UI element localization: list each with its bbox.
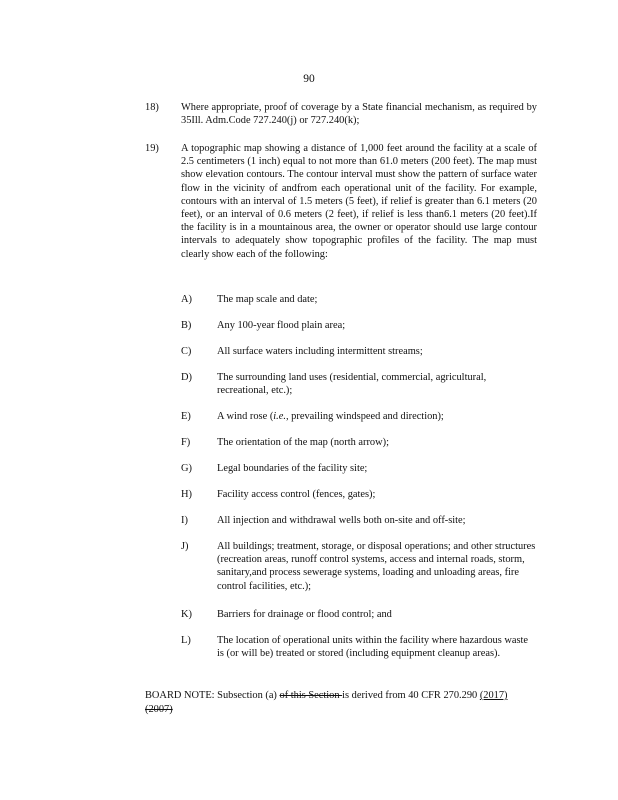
list-item-19 [145, 142, 537, 261]
sub-item-c [181, 345, 537, 358]
sub-item-text: All buildings; treatment, storage, or disposal operations; and other structures (recreation areas, runoff control systems, access and internal roads, storm, sanitary,and process sewerage systems, loading and unloading areas, fire control facilities, etc.); [217, 541, 536, 592]
sub-item-text-after: prevailing windspeed and direction); [288, 411, 444, 422]
sub-item-letter: H) [181, 489, 192, 500]
sub-item-letter: L) [181, 635, 191, 646]
sub-item-letter: E) [181, 411, 191, 422]
sub-item-a [181, 293, 537, 306]
item-number: 19) [145, 143, 159, 154]
sub-item-text-before: A wind rose ( [217, 411, 274, 422]
sub-item-h [181, 488, 537, 501]
board-note-deleted-text: of this Section [279, 690, 343, 701]
sub-item-letter: A) [181, 294, 192, 305]
board-note-deleted-year: (2007) [145, 703, 173, 715]
sub-item-text [217, 410, 537, 423]
sub-item-text: The location of operational units within the facility where hazardous waste is (or will be) treated or stored (including equipment cleanup areas). [217, 635, 529, 660]
sub-item-text: Legal boundaries of the facility site; [217, 463, 368, 474]
sub-item-b [181, 319, 537, 332]
sub-item-k [181, 608, 537, 621]
sub-item-d [181, 371, 537, 397]
sub-item-text-italic: i.e., [273, 411, 289, 422]
sub-item-f [181, 436, 537, 449]
sub-item-i [181, 514, 537, 527]
board-note-inserted-year: (2017) [479, 690, 508, 701]
sub-item-g [181, 462, 537, 475]
item-number: 18) [145, 102, 159, 113]
sub-item-letter: G) [181, 463, 192, 474]
sub-item-letter: D) [181, 372, 192, 383]
sub-item-text: The surrounding land uses (residential, commercial, agricultural, recreational, etc.); [217, 372, 487, 397]
sub-item-letter: B) [181, 320, 192, 331]
sub-item-letter: C) [181, 346, 192, 357]
sub-item-text: The orientation of the map (north arrow); [217, 437, 389, 448]
board-note-label: BOARD NOTE: [145, 690, 215, 701]
sub-item-l [181, 634, 537, 660]
sub-item-letter: J) [181, 541, 189, 552]
sub-item-j [181, 540, 537, 593]
sub-item-text: Facility access control (fences, gates); [217, 489, 376, 500]
board-note [145, 689, 537, 716]
sub-item-text: Barriers for drainage or flood control; and [217, 609, 392, 620]
sub-item-letter: I) [181, 515, 188, 526]
list-item-18 [145, 101, 537, 127]
board-note-part1: Subsection (a) [214, 690, 280, 701]
sub-item-text: Any 100-year flood plain area; [217, 320, 346, 331]
sub-item-e [181, 410, 537, 423]
sub-item-letter: K) [181, 609, 192, 620]
sub-item-text: The map scale and date; [217, 294, 318, 305]
board-note-part2: is derived from 40 CFR 270.290 [342, 690, 480, 701]
page-number: 90 [303, 73, 315, 85]
sub-item-text: All surface waters including intermittent streams; [217, 346, 423, 357]
sub-item-letter: F) [181, 437, 191, 448]
item-text: Where appropriate, proof of coverage by a State financial mechanism, as required by 35Ill. Adm.Code 727.240(j) or 727.240(k); [181, 102, 537, 127]
item-text: A topographic map showing a distance of 1,000 feet around the facility at a scale of 2.5 centimeters (1 inch) equal to not more than 61.0 meters (200 feet). The map must show elevation contours. The contour interval must show the pattern of surface water flow in the vicinity of andfrom each operational unit of the facility. For example, contours with an interval of 1.5 meters (5 feet), if relief is greater than 6.1 meters (20 feet), or an interval of 0.6 meters (2 feet), if relief is less than6.1 meters (20 feet).If the facility is in a mountainous area, the owner or operator should use large contour intervals to adequately show topographic profiles of the facility. The map must clearly show each of the following: [181, 143, 537, 260]
sub-item-text: All injection and withdrawal wells both on-site and off-site; [217, 515, 466, 526]
